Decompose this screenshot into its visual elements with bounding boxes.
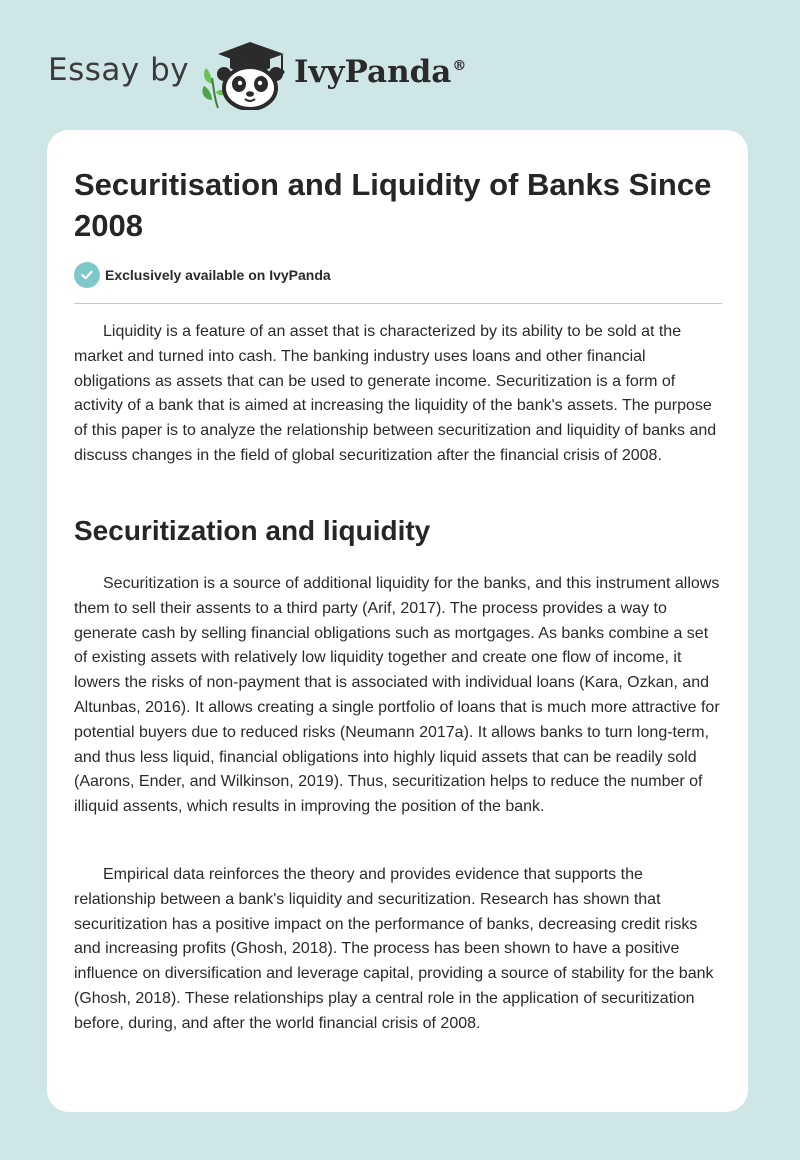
page-title: Securitisation and Liquidity of Banks Since 2008 <box>74 167 712 243</box>
site-header <box>0 0 800 130</box>
panda-face-icon <box>217 67 283 109</box>
exclusive-badge <box>74 262 331 288</box>
divider <box>74 303 722 304</box>
brand-name-text: IvyPanda <box>294 54 452 90</box>
checkmark-icon <box>74 262 100 288</box>
paragraph-intro: Liquidity is a feature of an asset that is characterized by its ability to be sold at the market and turned into cash. The banking industry uses loans and other financial obligations as assets that can be used to generate income. Securitization is a form of activity of a bank that is aimed at increasing the liquidity of the bank's assets. The purpose of this paper is to analyze the relationship between securitization and liquidity of banks and discuss changes in the field of global securitization after the financial crisis of 2008. <box>74 323 717 464</box>
section-heading: Securitization and liquidity <box>74 515 431 546</box>
registered-mark: ® <box>452 58 467 74</box>
exclusive-label: Exclusively available on IvyPanda <box>105 267 331 283</box>
paragraph: Empirical data reinforces the theory and provides evidence that supports the relationship between a bank's liquidity and securitization. Research has shown that securitization has a positive impact on the performance of banks, decreasing credit risks and increasing profits (Ghosh, 2018). The process has been shown to have a positive influence on diversification and leverage capital, providing a source of stability for the bank (Ghosh, 2018). These relationships play a central role in the application of securitization before, during, and after the world financial crisis of 2008. <box>74 866 714 1032</box>
brand-name[interactable] <box>294 52 466 92</box>
essay-card <box>47 130 748 1112</box>
ivypanda-logo-icon[interactable] <box>200 38 290 110</box>
essay-by-label: Essay by <box>48 52 190 88</box>
paragraph: Securitization is a source of additional liquidity for the banks, and this instrument allows them to sell their assents to a third party (Arif, 2017). The process provides a way to generate cash by selling financial obligations such as mortgages. As banks combine a set of existing assets with relatively low liquidity together and create one flow of income, it lowers the risks of non-payment that is associated with individual loans (Kara, Ozkan, and Altunbas, 2016). It allows creating a single portfolio of loans that is much more attractive for potential buyers due to reduced risks (Neumann 2017a). It allows banks to turn long-term, and thus less liquid, financial obligations into highly liquid assets that can be readily sold (Aarons, Ender, and Wilkinson, 2019). Thus, securitization helps to reduce the number of illiquid assents, which results in improving the position of the bank. <box>74 575 720 816</box>
